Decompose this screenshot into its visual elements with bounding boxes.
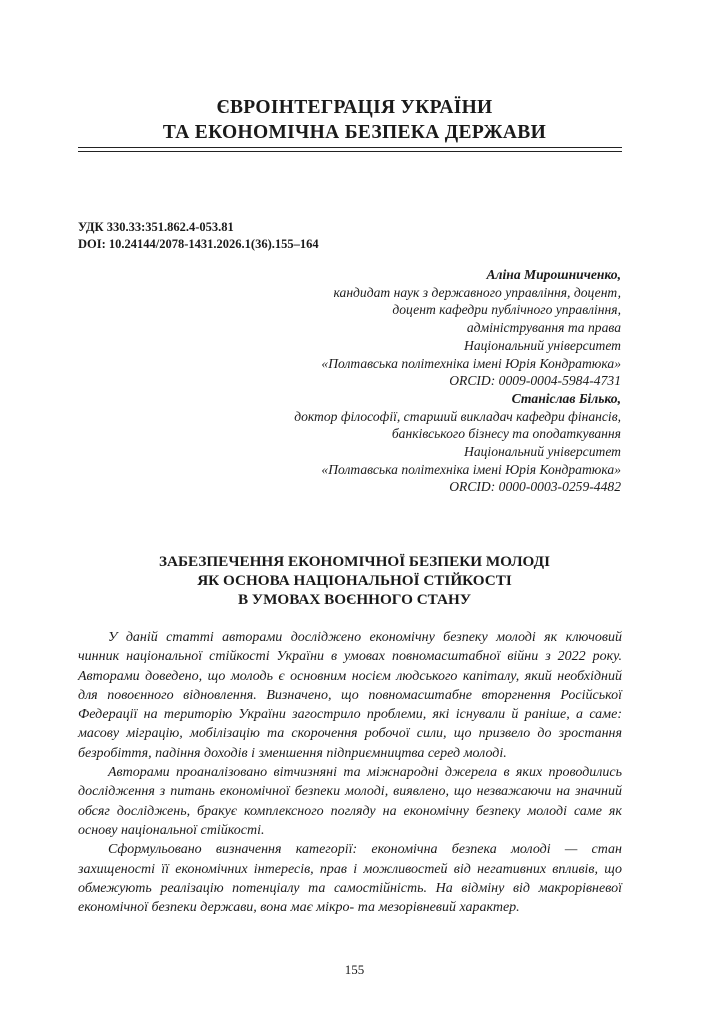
article-title-line: ЗАБЕЗПЕЧЕННЯ ЕКОНОМІЧНОЇ БЕЗПЕКИ МОЛОДІ xyxy=(159,553,550,570)
author-affiliation-line: кандидат наук з державного управління, доцент, xyxy=(333,284,621,300)
author-affiliation-line: Національний університет xyxy=(464,337,621,353)
author-1 xyxy=(141,266,621,390)
section-title-line: ЄВРОІНТЕГРАЦІЯ УКРАЇНИ xyxy=(216,97,493,118)
author-affiliation-line: доктор філософії, старший викладач кафедри фінансів, xyxy=(294,408,621,424)
author-name: Станіслав Білько, xyxy=(511,390,621,406)
author-affiliation-line: доцент кафедри публічного управління, xyxy=(392,302,621,318)
section-title-line: ТА ЕКОНОМІЧНА БЕЗПЕКА ДЕРЖАВИ xyxy=(162,122,547,143)
author-affiliation-line: адміністрування та права xyxy=(466,320,621,336)
section-rule-top xyxy=(78,147,622,148)
abstract xyxy=(78,628,622,917)
author-affiliation-line: «Полтавська політехніка імені Юрія Кондратюка» xyxy=(321,355,621,371)
doi: DOI: 10.24144/2078-1431.2026.1(36).155–164 xyxy=(78,237,319,251)
section-rule-bottom xyxy=(78,151,622,152)
article-title-line: ЯК ОСНОВА НАЦІОНАЛЬНОЇ СТІЙКОСТІ xyxy=(197,572,512,589)
author-affiliation-line: «Полтавська політехніка імені Юрія Кондратюка» xyxy=(321,461,621,477)
author-orcid: ORCID: 0000-0003-0259-4482 xyxy=(449,479,621,495)
author-name: Аліна Мирошниченко, xyxy=(486,267,621,282)
udk-code: УДК 330.33:351.862.4-053.81 xyxy=(78,220,234,234)
author-affiliation-line: банківського бізнесу та оподаткування xyxy=(391,426,621,442)
author-affiliation-line: Національний університет xyxy=(464,444,621,460)
abstract-paragraph: Авторами проаналізовано вітчизняні та міжнародні джерела в яких проводились дослідження з питань економічної безпеки молоді, виявлено, що незважаючи на значний обсяг досліджень, бракує комплексного погляду на економічну безпеку молоді саме як основу національної стійкості. xyxy=(78,765,622,838)
page-number: 155 xyxy=(344,962,365,977)
author-2 xyxy=(141,390,621,496)
article-title-line: В УМОВАХ ВОЄННОГО СТАНУ xyxy=(238,591,471,608)
abstract-paragraph: У даній статті авторами досліджено економічну безпеку молоді як ключовий чинник національної стійкості України в умовах повномасштабної війни з 2022 року. Авторами доведено, що молодь є основним носієм людського капіталу, який необхідний для повоєнного відновлення. Визначено, що повномасштабне вторгнення Російської Федерації на територію України загострило проблеми, які існували й раніше, а саме: масову міграцію, мобілізацію та скорочення робочої сили, що призвело до зростання безробіття, падіння доходів і зменшення підприємництва серед молоді. xyxy=(78,630,622,761)
article-title xyxy=(0,552,709,609)
authors-block xyxy=(141,266,621,496)
author-orcid: ORCID: 0009-0004-5984-4731 xyxy=(449,373,621,389)
section-title xyxy=(0,95,709,145)
abstract-paragraph: Сформульовано визначення категорії: економічна безпека молоді — стан захищеності її економічних інтересів, прав і можливостей від негативних впливів, що обмежують реалізацію потенціалу та самостійність. На відміну від макрорівневої економічної безпеки держави, вона має мікро- та мезорівневий характер. xyxy=(78,842,622,916)
article-meta xyxy=(78,219,319,253)
